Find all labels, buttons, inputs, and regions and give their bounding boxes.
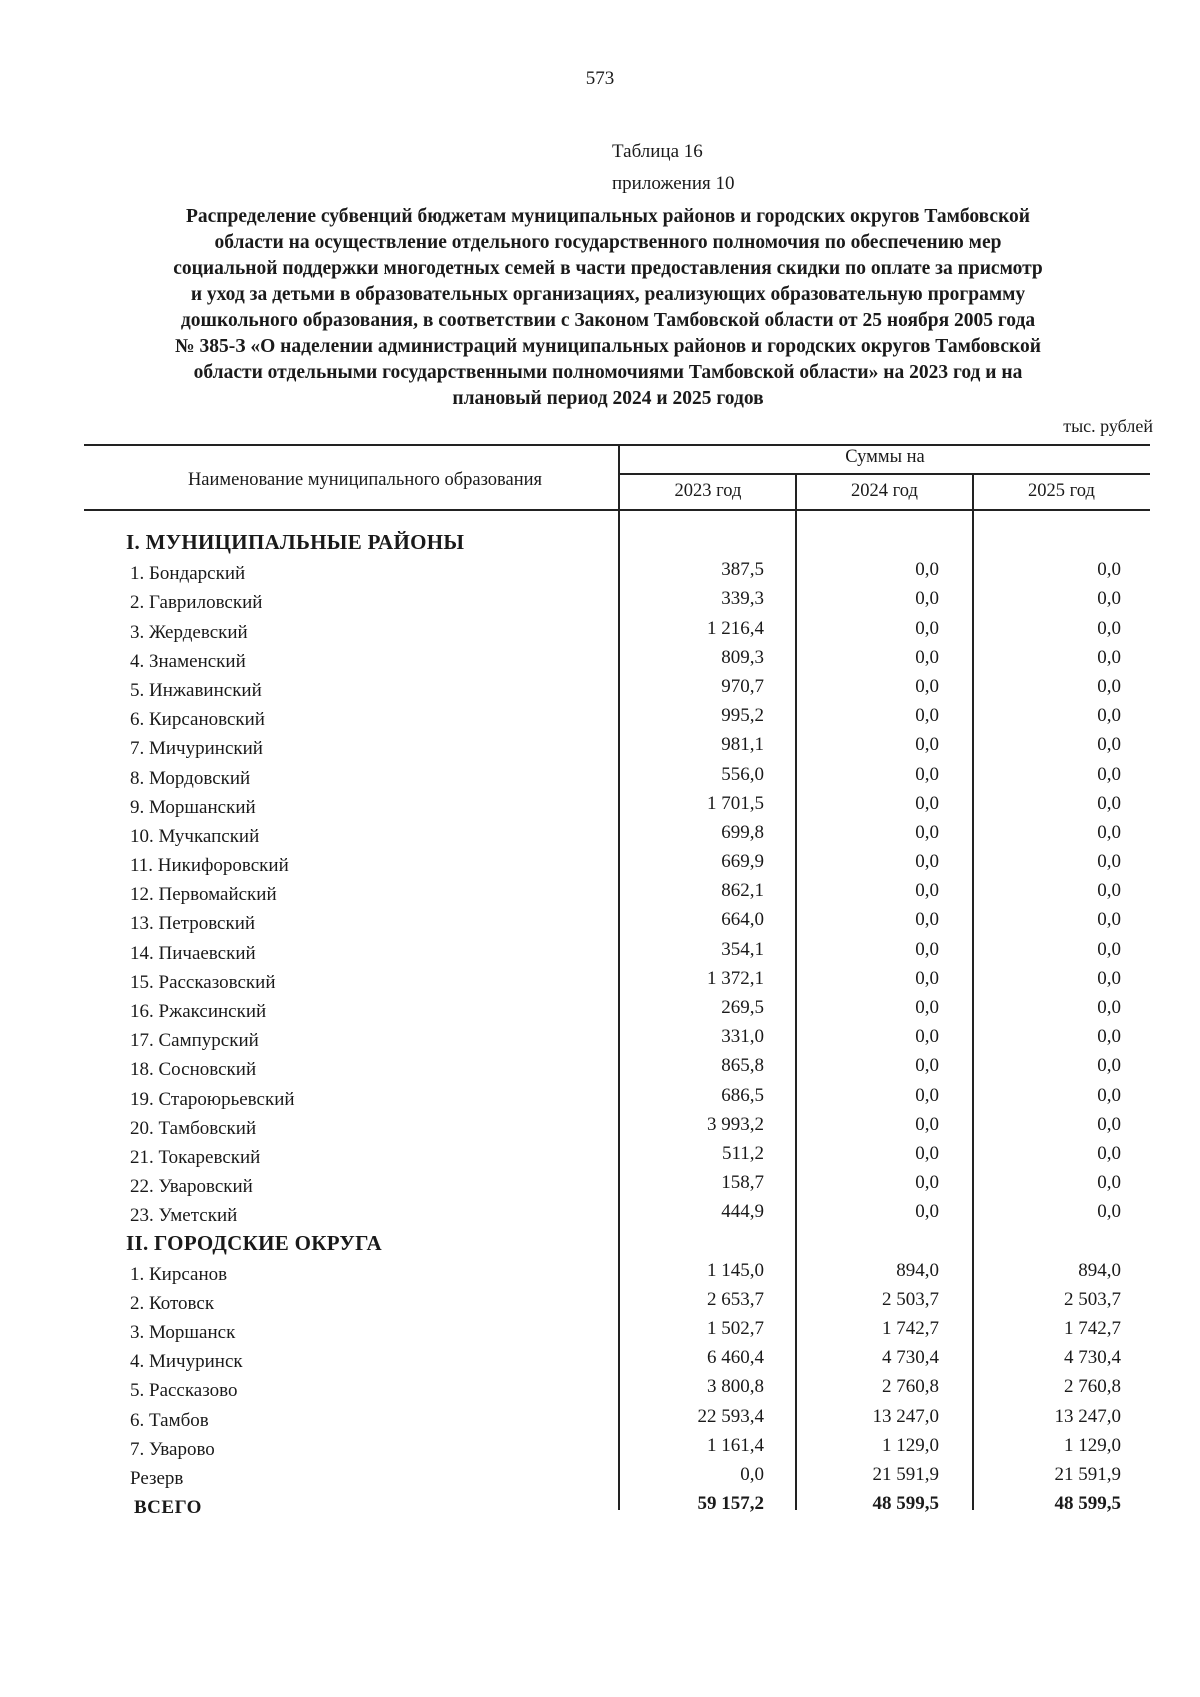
table-row	[0, 1114, 1200, 1143]
amount-2024: 0,0	[915, 588, 939, 610]
amount-2025: 0,0	[1097, 646, 1121, 668]
amount-2023: 354,1	[721, 938, 764, 960]
table-row	[0, 851, 1200, 880]
table-row	[0, 1464, 1200, 1493]
amount-2025: 0,0	[1097, 705, 1121, 727]
units-label: тыс. рублей	[1063, 416, 1153, 436]
amount-2023: 1 701,5	[707, 792, 764, 814]
amount-2025: 0,0	[1097, 1113, 1121, 1135]
amount-2025: 0,0	[1097, 1026, 1121, 1048]
municipality-name: 22. Уваровский	[130, 1176, 253, 1198]
table-row	[0, 1172, 1200, 1201]
amount-2025: 0,0	[1097, 821, 1121, 843]
amount-2025: 0,0	[1097, 588, 1121, 610]
amount-2025: 0,0	[1097, 763, 1121, 785]
municipality-name: 4. Мичуринск	[130, 1351, 243, 1373]
municipality-name: 12. Первомайский	[130, 884, 277, 906]
amount-2024: 0,0	[915, 763, 939, 785]
amount-2023: 865,8	[721, 1055, 764, 1077]
amount-2024: 48 599,5	[872, 1493, 939, 1515]
municipality-name: 6. Кирсановский	[130, 709, 265, 731]
amount-2024: 1 129,0	[882, 1434, 939, 1456]
title-line: дошкольного образования, в соответствии с Законом Тамбовской области от 25 ноября 2005 года	[180, 310, 1036, 331]
amount-2023: 1 216,4	[707, 617, 764, 639]
table-row	[0, 588, 1200, 617]
municipality-name: 18. Сосновский	[130, 1059, 257, 1081]
amount-2023: 809,3	[721, 646, 764, 668]
table-row	[0, 1376, 1200, 1405]
amount-2024: 0,0	[915, 1113, 939, 1135]
title-line: и уход за детьми в образовательных организациях, реализующих образовательную программу	[190, 284, 1026, 305]
amount-2023: 1 502,7	[707, 1318, 764, 1340]
header-sub-rule	[618, 473, 1150, 475]
municipality-name: 13. Петровский	[130, 913, 256, 935]
table-row	[0, 909, 1200, 938]
amount-2024: 0,0	[915, 734, 939, 756]
table-row	[0, 647, 1200, 676]
amount-2023: 59 157,2	[697, 1493, 764, 1515]
amount-2024: 0,0	[915, 938, 939, 960]
amount-2025: 0,0	[1097, 997, 1121, 1018]
amount-2023: 3 993,2	[707, 1113, 764, 1135]
table-row	[0, 705, 1200, 734]
municipality-name: 17. Сампурский	[130, 1030, 259, 1052]
amount-2023: 699,8	[721, 821, 764, 843]
municipality-name: 14. Пичаевский	[130, 942, 256, 964]
table-row	[0, 1143, 1200, 1172]
amount-2023: 22 593,4	[697, 1405, 764, 1427]
table-row	[0, 1406, 1200, 1435]
table-top-rule	[84, 444, 1150, 446]
amount-2024: 0,0	[915, 559, 939, 581]
amount-2023: 2 653,7	[707, 1288, 764, 1310]
amount-2025: 0,0	[1097, 734, 1121, 756]
amount-2025: 0,0	[1097, 675, 1121, 697]
table-row	[0, 1347, 1200, 1376]
amount-2025: 2 503,7	[1064, 1288, 1121, 1310]
table-row	[0, 1026, 1200, 1055]
municipality-name: 5. Рассказово	[130, 1380, 238, 1402]
table-row	[0, 968, 1200, 997]
amount-2025: 1 742,7	[1064, 1318, 1121, 1340]
amount-2023: 331,0	[721, 1026, 764, 1048]
amount-2024: 21 591,9	[872, 1464, 939, 1485]
municipality-name: 1. Кирсанов	[130, 1263, 228, 1285]
table-row	[0, 734, 1200, 763]
header-year-2024: 2024 год	[851, 481, 918, 501]
title-line: плановый период 2024 и 2025 годов	[452, 388, 764, 409]
amount-2024: 0,0	[915, 617, 939, 639]
amount-2023: 339,3	[721, 588, 764, 610]
amount-2025: 0,0	[1097, 851, 1121, 873]
amount-2024: 4 730,4	[882, 1347, 939, 1369]
table-row	[0, 676, 1200, 705]
amount-2025: 0,0	[1097, 1084, 1121, 1106]
amount-2025: 21 591,9	[1054, 1464, 1121, 1485]
amount-2023: 970,7	[721, 675, 764, 697]
amount-2024: 0,0	[915, 880, 939, 902]
amount-2023: 686,5	[721, 1084, 764, 1106]
title-line: № 385-З «О наделении администраций муниципальных районов и городских округов Тамбовской	[175, 336, 1041, 357]
amount-2023: 995,2	[721, 705, 764, 727]
table-body	[0, 530, 1200, 1522]
amount-2025: 0,0	[1097, 1142, 1121, 1164]
table-row	[0, 559, 1200, 588]
amount-2025: 0,0	[1097, 792, 1121, 814]
municipality-name: 3. Жердевский	[130, 621, 248, 643]
amount-2024: 0,0	[915, 997, 939, 1018]
amount-2023: 269,5	[721, 997, 764, 1018]
amount-2023: 664,0	[721, 909, 764, 931]
amount-2023: 669,9	[721, 851, 764, 873]
table-row	[0, 880, 1200, 909]
municipality-name: 2. Гавриловский	[130, 592, 263, 614]
amount-2023: 387,5	[721, 559, 764, 581]
table-row	[0, 1435, 1200, 1464]
amount-2023: 1 145,0	[707, 1259, 764, 1281]
municipality-name: 11. Никифоровский	[130, 855, 289, 877]
table-row	[0, 1201, 1200, 1230]
amount-2023: 862,1	[721, 880, 764, 902]
table-label: Таблица 16	[612, 141, 703, 162]
amount-2024: 2 503,7	[882, 1288, 939, 1310]
page-number: 573	[585, 68, 615, 89]
header-year-2025: 2025 год	[1028, 481, 1095, 501]
amount-2023: 511,2	[721, 1142, 764, 1164]
amount-2024: 0,0	[915, 1055, 939, 1077]
title-line: Распределение субвенций бюджетам муниципальных районов и городских округов Тамбовской	[185, 206, 1031, 227]
table-row	[0, 1318, 1200, 1347]
amount-2024: 0,0	[915, 909, 939, 931]
amount-2025: 0,0	[1097, 1201, 1121, 1223]
table-row	[0, 1260, 1200, 1289]
amount-2025: 0,0	[1097, 1172, 1121, 1194]
municipality-name: 15. Рассказовский	[130, 971, 276, 993]
section-title: I. МУНИЦИПАЛЬНЫЕ РАЙОНЫ	[126, 530, 465, 554]
municipality-name: ВСЕГО	[134, 1497, 202, 1519]
amount-2023: 158,7	[721, 1172, 764, 1194]
municipality-name: 1. Бондарский	[130, 563, 246, 585]
amount-2023: 556,0	[721, 763, 764, 785]
table-row	[0, 764, 1200, 793]
amount-2024: 1 742,7	[882, 1318, 939, 1340]
header-sums-group: Суммы на	[845, 447, 925, 467]
title-line: области на осуществление отдельного государственного полномочия по обеспечению мер	[214, 232, 1002, 253]
amount-2025: 0,0	[1097, 909, 1121, 931]
amount-2024: 0,0	[915, 675, 939, 697]
amount-2024: 0,0	[915, 821, 939, 843]
document-title	[108, 204, 1108, 412]
header-bottom-rule	[84, 509, 1150, 511]
amount-2025: 13 247,0	[1054, 1405, 1121, 1427]
municipality-name: 10. Мучкапский	[130, 825, 260, 847]
amount-2024: 0,0	[915, 1201, 939, 1223]
municipality-name: 7. Мичуринский	[130, 738, 263, 760]
table-row	[0, 618, 1200, 647]
municipality-name: 23. Уметский	[130, 1205, 238, 1227]
amount-2025: 0,0	[1097, 967, 1121, 989]
section-header-row	[0, 1231, 1200, 1260]
title-line: области отдельными государственными полномочиями Тамбовской области» на 2023 год и на	[193, 362, 1023, 383]
title-line: социальной поддержки многодетных семей в части предоставления скидки по оплате за присмотр	[173, 258, 1043, 279]
municipality-name: 4. Знаменский	[130, 650, 246, 672]
amount-2025: 0,0	[1097, 1055, 1121, 1077]
table-row	[0, 939, 1200, 968]
section-header-row	[0, 530, 1200, 559]
section-title: II. ГОРОДСКИЕ ОКРУГА	[126, 1230, 382, 1255]
appendix-label: приложения 10	[612, 173, 735, 194]
municipality-name: 7. Уварово	[130, 1438, 215, 1460]
amount-2024: 0,0	[915, 851, 939, 873]
table-row	[0, 1289, 1200, 1318]
amount-2025: 48 599,5	[1054, 1493, 1121, 1515]
amount-2024: 0,0	[915, 1084, 939, 1106]
header-name-column: Наименование муниципального образования	[187, 470, 543, 490]
amount-2025: 0,0	[1097, 880, 1121, 902]
amount-2023: 0,0	[740, 1464, 764, 1485]
municipality-name: 3. Моршанск	[130, 1322, 236, 1344]
municipality-name: 6. Тамбов	[130, 1409, 209, 1431]
amount-2024: 13 247,0	[872, 1405, 939, 1427]
amount-2023: 3 800,8	[707, 1376, 764, 1398]
amount-2023: 1 161,4	[707, 1434, 764, 1456]
municipality-name: 5. Инжавинский	[130, 679, 262, 701]
header-year-2023: 2023 год	[674, 481, 742, 501]
amount-2024: 0,0	[915, 1172, 939, 1194]
municipality-name: 16. Ржаксинский	[130, 1001, 267, 1022]
amount-2024: 0,0	[915, 1026, 939, 1048]
amount-2024: 0,0	[915, 646, 939, 668]
amount-2024: 2 760,8	[882, 1376, 939, 1398]
municipality-name: 21. Токаревский	[130, 1146, 261, 1168]
table-row	[0, 822, 1200, 851]
amount-2025: 0,0	[1097, 617, 1121, 639]
amount-2024: 894,0	[896, 1259, 939, 1281]
table-row	[0, 793, 1200, 822]
amount-2023: 6 460,4	[707, 1347, 764, 1369]
amount-2023: 981,1	[721, 734, 764, 756]
amount-2024: 0,0	[915, 705, 939, 727]
amount-2025: 894,0	[1078, 1259, 1121, 1281]
municipality-name: 2. Котовск	[130, 1292, 215, 1314]
municipality-name: 9. Моршанский	[130, 796, 256, 818]
table-row	[0, 1085, 1200, 1114]
municipality-name: Резерв	[130, 1468, 184, 1489]
amount-2024: 0,0	[915, 792, 939, 814]
municipality-name: 20. Тамбовский	[130, 1117, 257, 1139]
municipality-name: 19. Староюрьевский	[130, 1088, 295, 1110]
amount-2023: 444,9	[721, 1201, 764, 1223]
table-row	[0, 997, 1200, 1026]
amount-2024: 0,0	[915, 1142, 939, 1164]
amount-2023: 1 372,1	[707, 967, 764, 989]
amount-2025: 4 730,4	[1064, 1347, 1121, 1369]
table-row	[0, 1055, 1200, 1084]
amount-2025: 0,0	[1097, 559, 1121, 581]
amount-2025: 1 129,0	[1064, 1434, 1121, 1456]
amount-2024: 0,0	[915, 967, 939, 989]
municipality-name: 8. Мордовский	[130, 767, 251, 789]
amount-2025: 2 760,8	[1064, 1376, 1121, 1398]
amount-2025: 0,0	[1097, 938, 1121, 960]
total-row	[0, 1493, 1200, 1522]
